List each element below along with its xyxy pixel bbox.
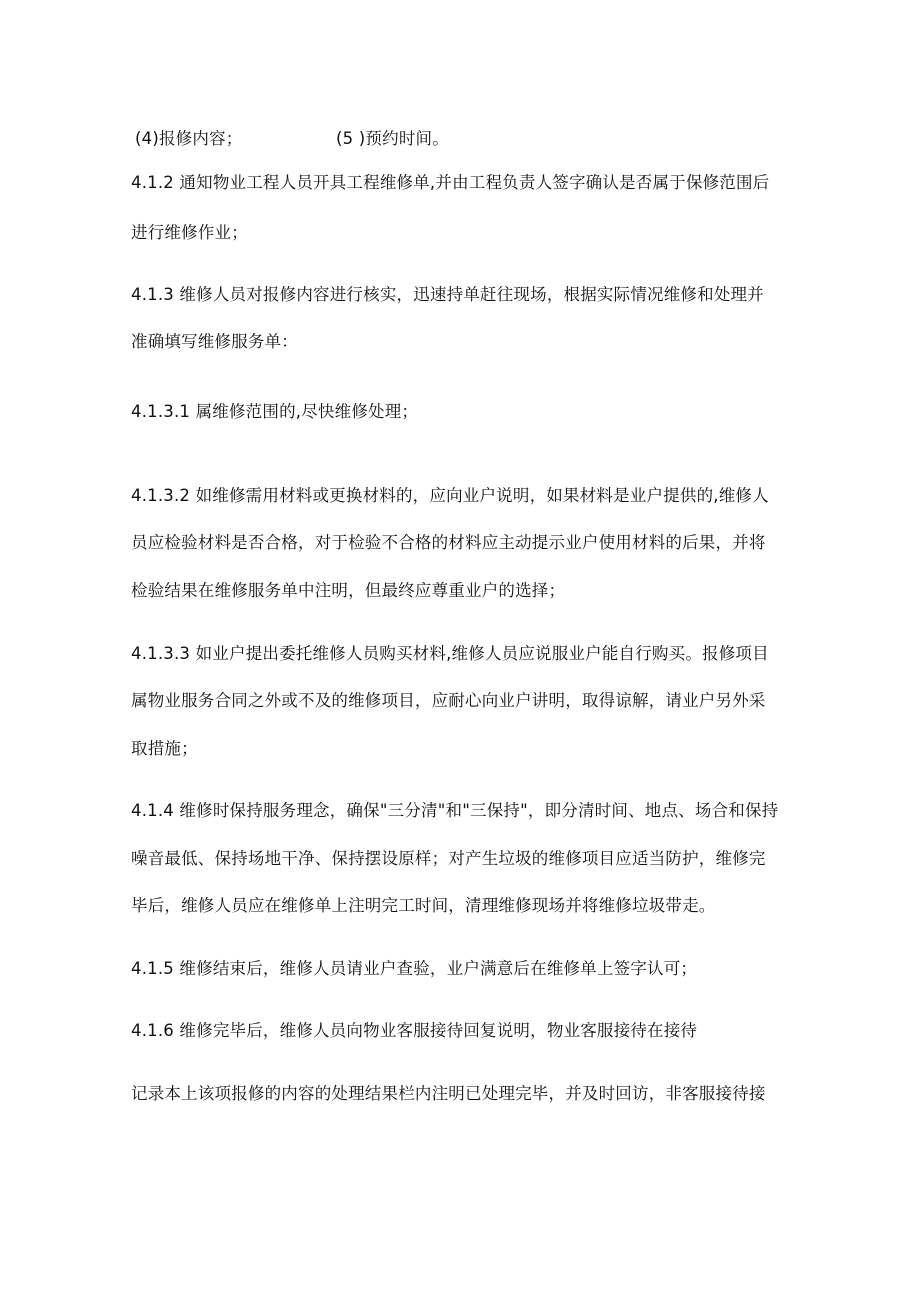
paragraph-4-1-3-3-line-1: 4.1.3.3 如业户提出委托维修人员购买材料,维修人员应说服业户能自行购买。报修项目 [131,644,769,663]
paragraph-4-1-3-line-1: 4.1.3 维修人员对报修内容进行核实，迅速持单赶往现场，根据实际情况维修和处理并 [131,285,764,304]
paragraph-4-1-3-2-line-2: 员应检验材料是否合格，对于检验不合格的材料应主动提示业户使用材料的后果，并将 [131,533,766,552]
paragraph-4-1-6-line-2: 记录本上该项报修的内容的处理结果栏内注明已处理完毕，并及时回访，非客服接待接 [131,1084,766,1103]
paragraph-4-1-3-3-line-2: 属物业服务合同之外或不及的维修项目，应耐心向业户讲明，取得谅解，请业户另外采 [131,691,766,710]
paragraph-4-1-5: 4.1.5 维修结束后，维修人员请业户查验，业户满意后在维修单上签字认可； [131,959,698,978]
paragraph-4-1-4-line-2: 噪音最低、保持场地干净、保持摆设原样；对产生垃圾的维修项目应适当防护，维修完 [131,849,766,868]
list-item-report-content: (4)报修内容； [135,129,243,148]
list-item-appointment-time: (5 )预约时间。 [336,129,449,148]
paragraph-4-1-3-3-line-3: 取措施； [131,739,198,758]
paragraph-4-1-3-line-2: 准确填写维修服务单： [131,332,298,351]
paragraph-4-1-3-1: 4.1.3.1 属维修范围的,尽快维修处理； [131,402,419,421]
paragraph-4-1-3-2-line-1: 4.1.3.2 如维修需用材料或更换材料的，应向业户说明，如果材料是业户提供的,维修人 [131,486,769,505]
paragraph-4-1-4-line-3: 毕后，维修人员应在维修单上注明完工时间，清理维修现场并将维修垃圾带走。 [131,896,716,915]
paragraph-4-1-6-line-1: 4.1.6 维修完毕后，维修人员向物业客服接待回复说明，物业客服接待在接待 [131,1021,698,1040]
paragraph-4-1-2-line-1: 4.1.2 通知物业工程人员开具工程维修单,并由工程负责人签字确认是否属于保修范围后 [131,173,770,192]
paragraph-4-1-4-line-1: 4.1.4 维修时保持服务理念，确保"三分清"和"三保持"，即分清时间、地点、场合和保持 [131,801,779,820]
paragraph-4-1-3-2-line-3: 检验结果在维修服务单中注明，但最终应尊重业户的选择； [131,581,566,600]
paragraph-4-1-2-line-2: 进行维修作业； [131,223,248,242]
